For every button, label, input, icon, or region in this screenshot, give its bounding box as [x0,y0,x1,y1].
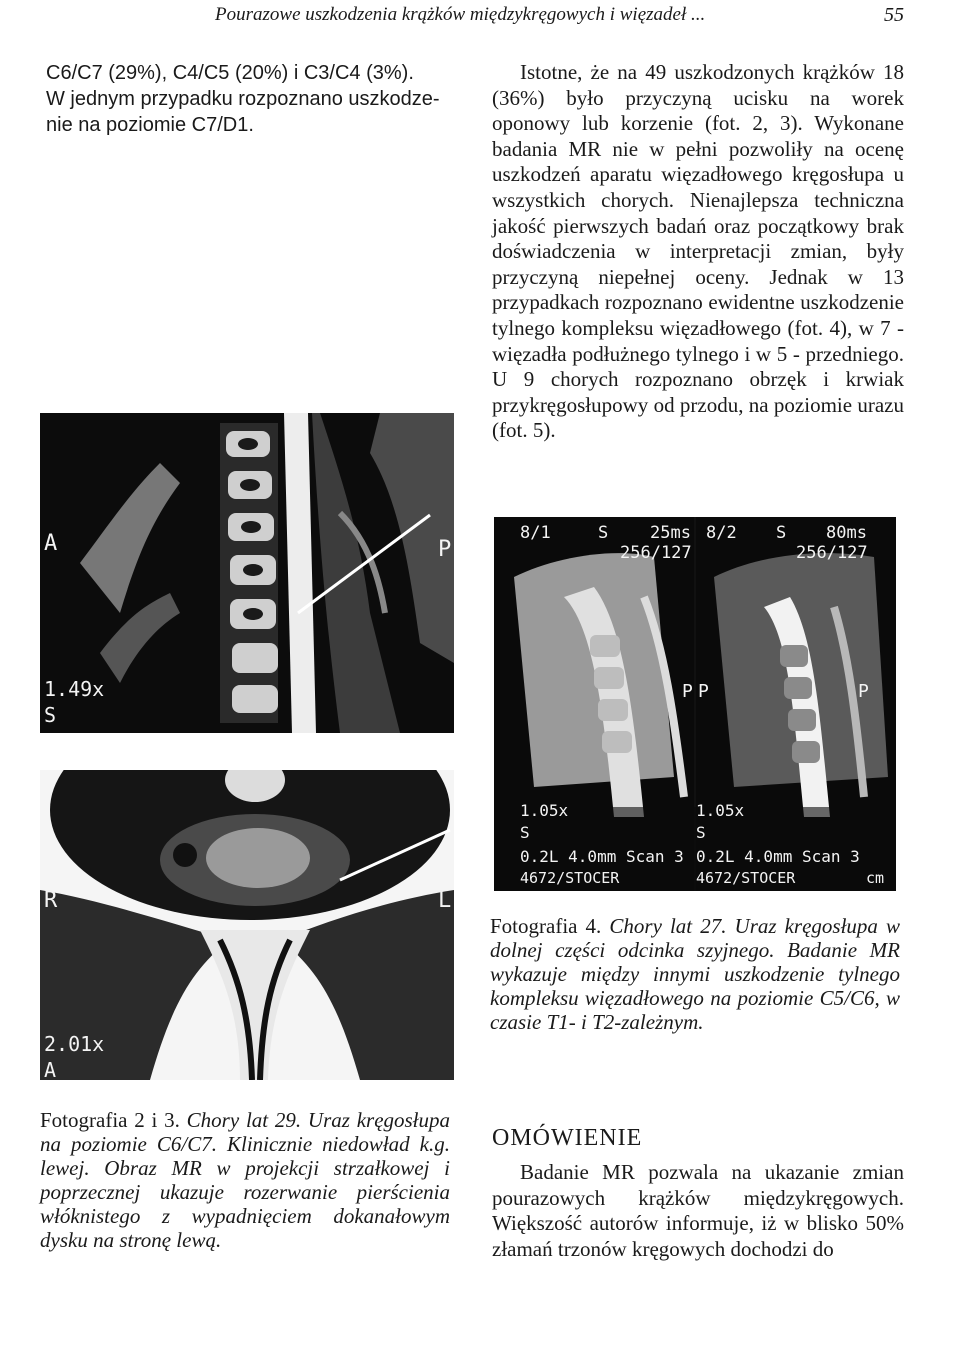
section-heading: OMÓWIENIE [492,1125,643,1151]
left-header-matrix: 256/127 [620,543,692,563]
right-label-p: P [858,681,869,702]
right-scan-info: 0.2L 4.0mm Scan 3 [696,847,860,866]
intro-line-2: W jednym przypadku rozpoznano uszkodze- [46,88,440,110]
mr-pair-photo [494,517,896,891]
running-title: Pourazowe uszkodzenia krążków międzykręgowych i więzadeł ... [215,4,706,25]
label-s: S [44,703,57,727]
page-number: 55 [884,4,904,26]
results-paragraph [492,60,904,444]
caption-figure-2-3-text: Chory lat 29. Uraz kręgosłupa na poziomie C6/C7. Klinicznie niedowład k.g. lewej. Obraz MR w projekcji strzałkowej i poprzecznej ukazuje rozerwanie pierścienia włóknistego z wypadnięciem dokanałowym dysku na stronę lewą. [40,1108,451,1252]
mid-label-p: P [698,681,709,702]
left-header-te: 25ms [650,523,691,543]
cm-scale-label: cm [866,869,885,887]
right-header-te: 80ms [826,523,867,543]
label-a: A [44,1058,57,1080]
discussion-paragraph [492,1160,904,1262]
right-header-seq: 8/2 [706,523,737,543]
zoom-readout: 2.01x [44,1032,105,1056]
mr-axial-photo [40,770,454,1080]
right-header-matrix: 256/127 [796,543,868,563]
caption-figure-4-text: Chory lat 27. Uraz kręgosłupa w dolnej części odcinka szyjnego. Badanie MR wykazuje między innymi uszkodzenie tylnego kompleksu więzadłowego na poziomie C5/C6, w czasie T1- i T2-zależnym. [490,914,901,1034]
intro-text-left [46,60,458,138]
intro-line-3: nie na poziomie C7/D1. [46,114,254,136]
mr-pair-image [494,517,896,891]
left-header-seq: 8/1 [520,523,551,543]
right-stocer: 4672/STOCER [696,869,796,887]
left-scan-info: 0.2L 4.0mm Scan 3 [520,847,684,866]
intro-line-1: C6/C7 (29%), C4/C5 (20%) i C3/C4 (3%). [46,62,414,84]
caption-figure-4 [490,914,900,1034]
label-posterior: P [438,537,452,562]
left-label-p: P [682,681,693,702]
caption-figure-2-3-lead: Fotografia 2 i 3. [40,1108,180,1132]
zoom-readout: 1.49x [44,677,105,701]
results-text: Istotne, że na 49 uszkodzonych krążków 18 (36%) było przyczyną ucisku na worek oponowy lub korzenie (fot. 2, 3). Wykonane badania MR nie w pełni pozwoliły na ocenę uszkodzeń aparatu więzadłowego kręgosłupa u wszystkich chorych. Nienajlepsza techniczna jakość pierwszych badań oraz początkowy brak doświadczenia w interpretacji zmian, były przyczyną niepełnej oceny. Jednak w 13 przypadkach rozpoznano ewidentne uszkodzenie tylnego kompleksu więzadłowego (fot. 4), w 7 - więzadła podłużnego tylnego i w 5 - przedniego. U 9 chorych rozpoznano obrzęk i krwiak przykręgosłupowy od przodu, na poziomie urazu (fot. 5). [492,60,904,443]
mr-sagittal-photo [40,413,454,733]
left-stocer: 4672/STOCER [520,869,620,887]
caption-figure-4-lead: Fotografia 4. [490,914,602,938]
left-label-s: S [520,823,530,842]
label-left: L [438,888,452,913]
caption-figure-2-3 [40,1108,450,1252]
label-anterior: A [44,531,58,556]
label-right: R [44,888,58,913]
discussion-text: Badanie MR pozwala na ukazanie zmian pourazowych krążków międzykręgowych. Większość autorów informuje, iż w blisko 50% złamań trzonów kręgowych dochodzi do [492,1160,904,1261]
left-header-s: S [598,523,609,543]
right-zoom: 1.05x [696,801,745,820]
left-zoom: 1.05x [520,801,569,820]
right-label-s: S [696,823,706,842]
right-header-s: S [776,523,787,543]
